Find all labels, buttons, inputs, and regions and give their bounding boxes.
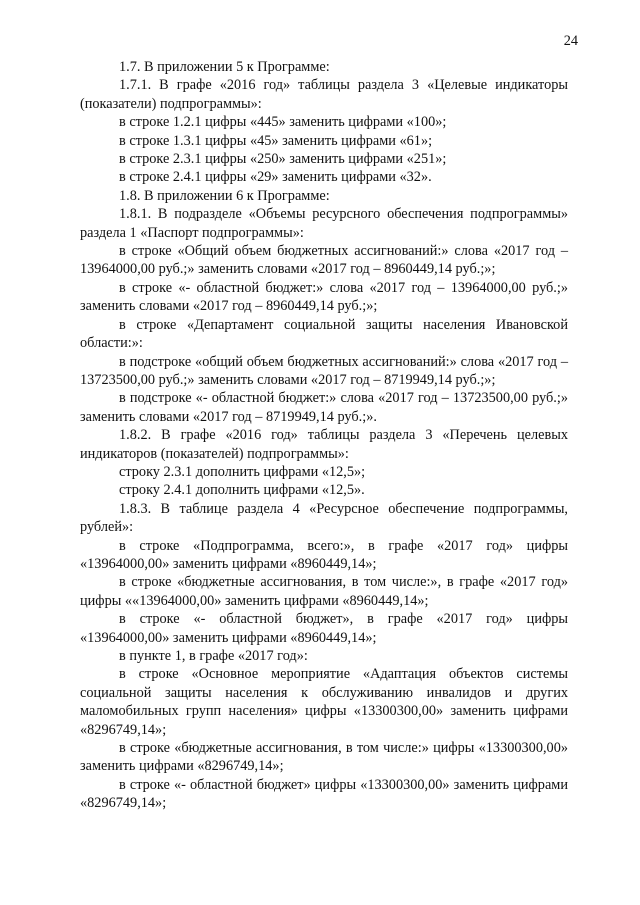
paragraph: 1.7.1. В графе «2016 год» таблицы раздела 3 «Целевые индикаторы (показатели) подпрограммы»: (80, 77, 568, 112)
paragraph: в строке «- областной бюджет:» слова «2017 год – 13964000,00 руб.;» заменить словами «2017 год – 8960449,14 руб.;»; (80, 279, 568, 315)
paragraph: в подстроке «- областной бюджет:» слова «2017 год – 13723500,00 руб.;» заменить словами «2017 год – 8719949,14 руб.;». (80, 390, 568, 425)
paragraph: строку 2.4.1 дополнить цифрами «12,5». (119, 482, 365, 499)
paragraph: в строке «Подпрограмма, всего:», в графе «2017 год» цифры «13964000,00» заменить цифрами «8960449,14»; (80, 537, 568, 572)
page-number: 24 (563, 33, 578, 49)
paragraph: в строке 2.4.1 цифры «29» заменить цифрами «32». (119, 169, 432, 186)
paragraph: в строке «Департамент социальной защиты населения Ивановской области:»: (80, 316, 568, 352)
paragraph: строку 2.3.1 дополнить цифрами «12,5»; (119, 463, 366, 480)
paragraph: 1.8. В приложении 6 к Программе: (119, 187, 330, 204)
paragraph: 1.8.2. В графе «2016 год» таблицы раздела 3 «Перечень целевых индикаторов (показателей) подпрограммы»: (80, 427, 568, 462)
paragraph: в строке 1.3.1 цифры «45» заменить цифрами «61»; (119, 132, 433, 149)
paragraph: в подстроке «общий объем бюджетных ассигнований:» слова «2017 год – 13723500,00 руб.;» заменить словами «2017 год – 8719949,14 руб.;»; (80, 353, 568, 388)
paragraph: в строке «Общий объем бюджетных ассигнований:» слова «2017 год – 13964000,00 руб.;» заменить словами «2017 год – 8960449,14 руб.;»; (80, 243, 568, 278)
paragraph: в строке «бюджетные ассигнования, в том числе:» цифры «13300300,00» заменить цифрами «8296749,14»; (80, 740, 568, 775)
paragraph: 1.8.3. В таблице раздела 4 «Ресурсное обеспечение подпрограммы, рублей»: (80, 500, 568, 536)
paragraph: в строке «бюджетные ассигнования, в том числе:», в графе «2017 год» цифры ««13964000,00» заменить цифрами «8960449,14»; (80, 574, 568, 609)
paragraph: в строке «Основное мероприятие «Адаптация объектов системы социальной защиты населения к обслуживанию инвалидов и других маломобильных групп населения» цифры «13300300,00» заменить цифрами «8296749,14»; (80, 666, 568, 738)
paragraph: в строке 1.2.1 цифры «445» заменить цифрами «100»; (119, 114, 447, 131)
paragraph: в строке «- областной бюджет», в графе «2017 год» цифры «13964000,00» заменить цифрами «8960449,14»; (80, 611, 568, 646)
paragraph: в пункте 1, в графе «2017 год»: (119, 648, 308, 664)
paragraph: в строке «- областной бюджет» цифры «13300300,00» заменить цифрами «8296749,14»; (80, 776, 568, 812)
document-body (80, 58, 568, 813)
paragraph: 1.7. В приложении 5 к Программе: (119, 59, 330, 75)
paragraph: в строке 2.3.1 цифры «250» заменить цифрами «251»; (119, 151, 447, 168)
paragraph: 1.8.1. В подразделе «Объемы ресурсного обеспечения подпрограммы» раздела 1 «Паспорт подпрограммы»: (80, 206, 568, 241)
